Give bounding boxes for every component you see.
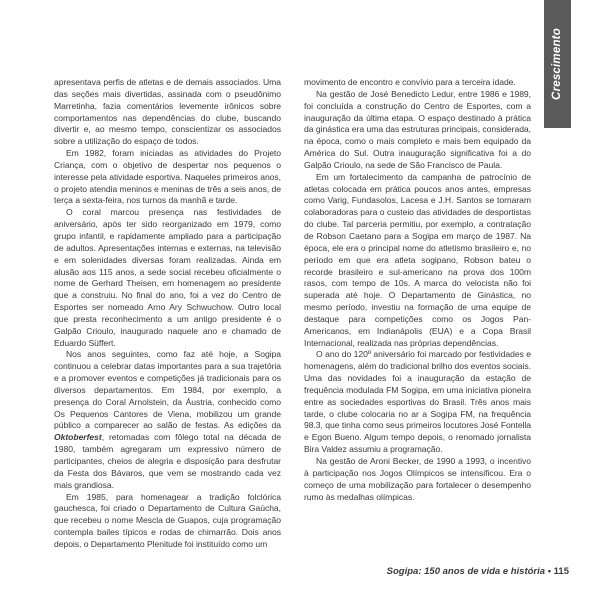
- paragraph-text: Nos anos seguintes, como faz até hoje, a Sogipa continuou a celebrar datas importantes para a sua trajetória e a promover eventos e competições já tradicionais para os diversos departamentos. Em 1984, por exemplo, a presença do Coral Arnolstein, da Áustria, conhecido como Os Pequenos Cantores de Viena, mobilizou um grande público a comparecer ao salão de festas. As edições da: [54, 349, 281, 431]
- paragraph: Em 1982, foram iniciadas as atividades do Projeto Criança, com o objetivo de despertar nos pequenos o interesse pela atividade esportiva. Naqueles primeiros anos, o projeto atendia meninos e meninas de três a seis anos, de terça a sexta-feira, nos turnos da manhã e tarde.: [54, 148, 281, 206]
- left-text-column: [54, 77, 281, 551]
- paragraph: Em 1985, para homenagear a tradição folclórica gauchesca, foi criado o Departamento de Cultura Gaúcha, que recebeu o nome Mescla de Guapos, cuja programação contempla bailes típicos e rodas de chimarrão. Dois anos depois, o Departamento Plenitude foi instituído como um: [54, 491, 281, 549]
- footer-bullet: •: [547, 566, 552, 577]
- paragraph-text: , retomadas com fôlego total na década de 1980, também agregaram um expressivo número de participantes, cheios de alegria e disposição para desfrutar da Festa dos Bávaros, que vem se mostrando cada vez mais grandiosa.: [54, 432, 281, 490]
- footer-book-title: Sogipa: 150 anos de vida e história: [386, 566, 546, 577]
- section-tab: [544, 0, 571, 128]
- paragraph: Na gestão de José Benedicto Ledur, entre 1986 e 1989, foi concluída a construção do Centro de Esportes, com a inauguração da última etapa. O espaço destinado à prática da ginástica era uma das estruturas principais, considerada, na época, como o mais completo e mais bem equipado da América do Sul. Outra inauguração significativa foi a do Galpão Crioulo, na sede de São Francisco de Paula.: [304, 88, 531, 170]
- emphasis-oktoberfest: Oktoberfest: [54, 432, 102, 443]
- right-text-column: [304, 77, 531, 503]
- page-number: 115: [553, 566, 569, 577]
- page-footer: [387, 566, 569, 578]
- paragraph: Na gestão de Aroni Becker, de 1990 a 1993, o incentivo à participação nos Jogos Olímpicos se intensificou. Era o começo de uma mobilização para fortalecer o desempenho rumo às medalhas olímpicas.: [304, 456, 531, 502]
- paragraph: movimento de encontro e convívio para a terceira idade.: [304, 77, 516, 87]
- section-tab-label: Crescimento: [551, 28, 563, 100]
- paragraph: apresentava perfis de atletas e de demais associados. Uma das seções mais divertidas, assinada com o pseudônimo Marretinha, fazia comentários levemente irônicos sobre comportamentos nas dependências do clube, buscando divertir e, ao mesmo tempo, conscientizar os associados sobre a utilização do espaço de todos.: [54, 77, 281, 147]
- paragraph: [54, 349, 281, 491]
- paragraph: O coral marcou presença nas festividades de aniversário, após ter sido reorganizado em 1979, como grupo infantil, e rapidamente ampliado para a participação de adultos. Apresentações internas e externas, na televisão e em solenidades diversas foram realizadas. Ainda em alusão aos 115 anos, a sede social recebeu oficialmente o nome de Gerhard Theisen, em homenagem ao presidente que a construiu. No final do ano, foi a vez do Centro de Esportes ser nomeado Arno Ary Schwuchow. Outro local que presta reconhecimento a um antigo presidente é o Galpão Crioulo, inaugurado naquele ano e chamado de Eduardo Süffert.: [54, 207, 281, 348]
- paragraph: O ano do 120º aniversário foi marcado por festividades e homenagens, além do tradicional brilho dos eventos sociais. Uma das novidades foi a inauguração da estação de frequência modulada FM Sogipa, em uma iniciativa pioneira entre as sociedades esportivas do Brasil. Três anos mais tarde, o clube colocaria no ar a Sogipa FM, na frequência 98.3, que tinha como seus primeiros locutores José Fontella e Egon Bueno. Algum tempo depois, o renomado jornalista Bira Valdez assumiu a programação.: [304, 349, 531, 455]
- paragraph: Em um fortalecimento da campanha de patrocínio de atletas colocada em prática poucos anos antes, empresas como Varig, Fundasolos, Lacesa e J.H. Santos se tornaram colaboradoras para o custeio das atividades de desportistas do clube. Tal parceria permitiu, por exemplo, a contratação de Robson Caetano para a Sogipa em março de 1987. Na época, ele era o principal nome do atletismo brasileiro e, no período em que era atleta sogipano, Robson bateu o recorde brasileiro e sul-americano na prova dos 100m rasos, com tempo de 10s. A marca do velocista não foi superada até hoje. O Departamento de Ginástica, no mesmo período, investiu na formação de uma equipe de destaque para competições como os Jogos Pan-Americanos, em Indianápolis (EUA) e a Copa Brasil Internacional, realizada nas próprias dependências.: [304, 171, 531, 348]
